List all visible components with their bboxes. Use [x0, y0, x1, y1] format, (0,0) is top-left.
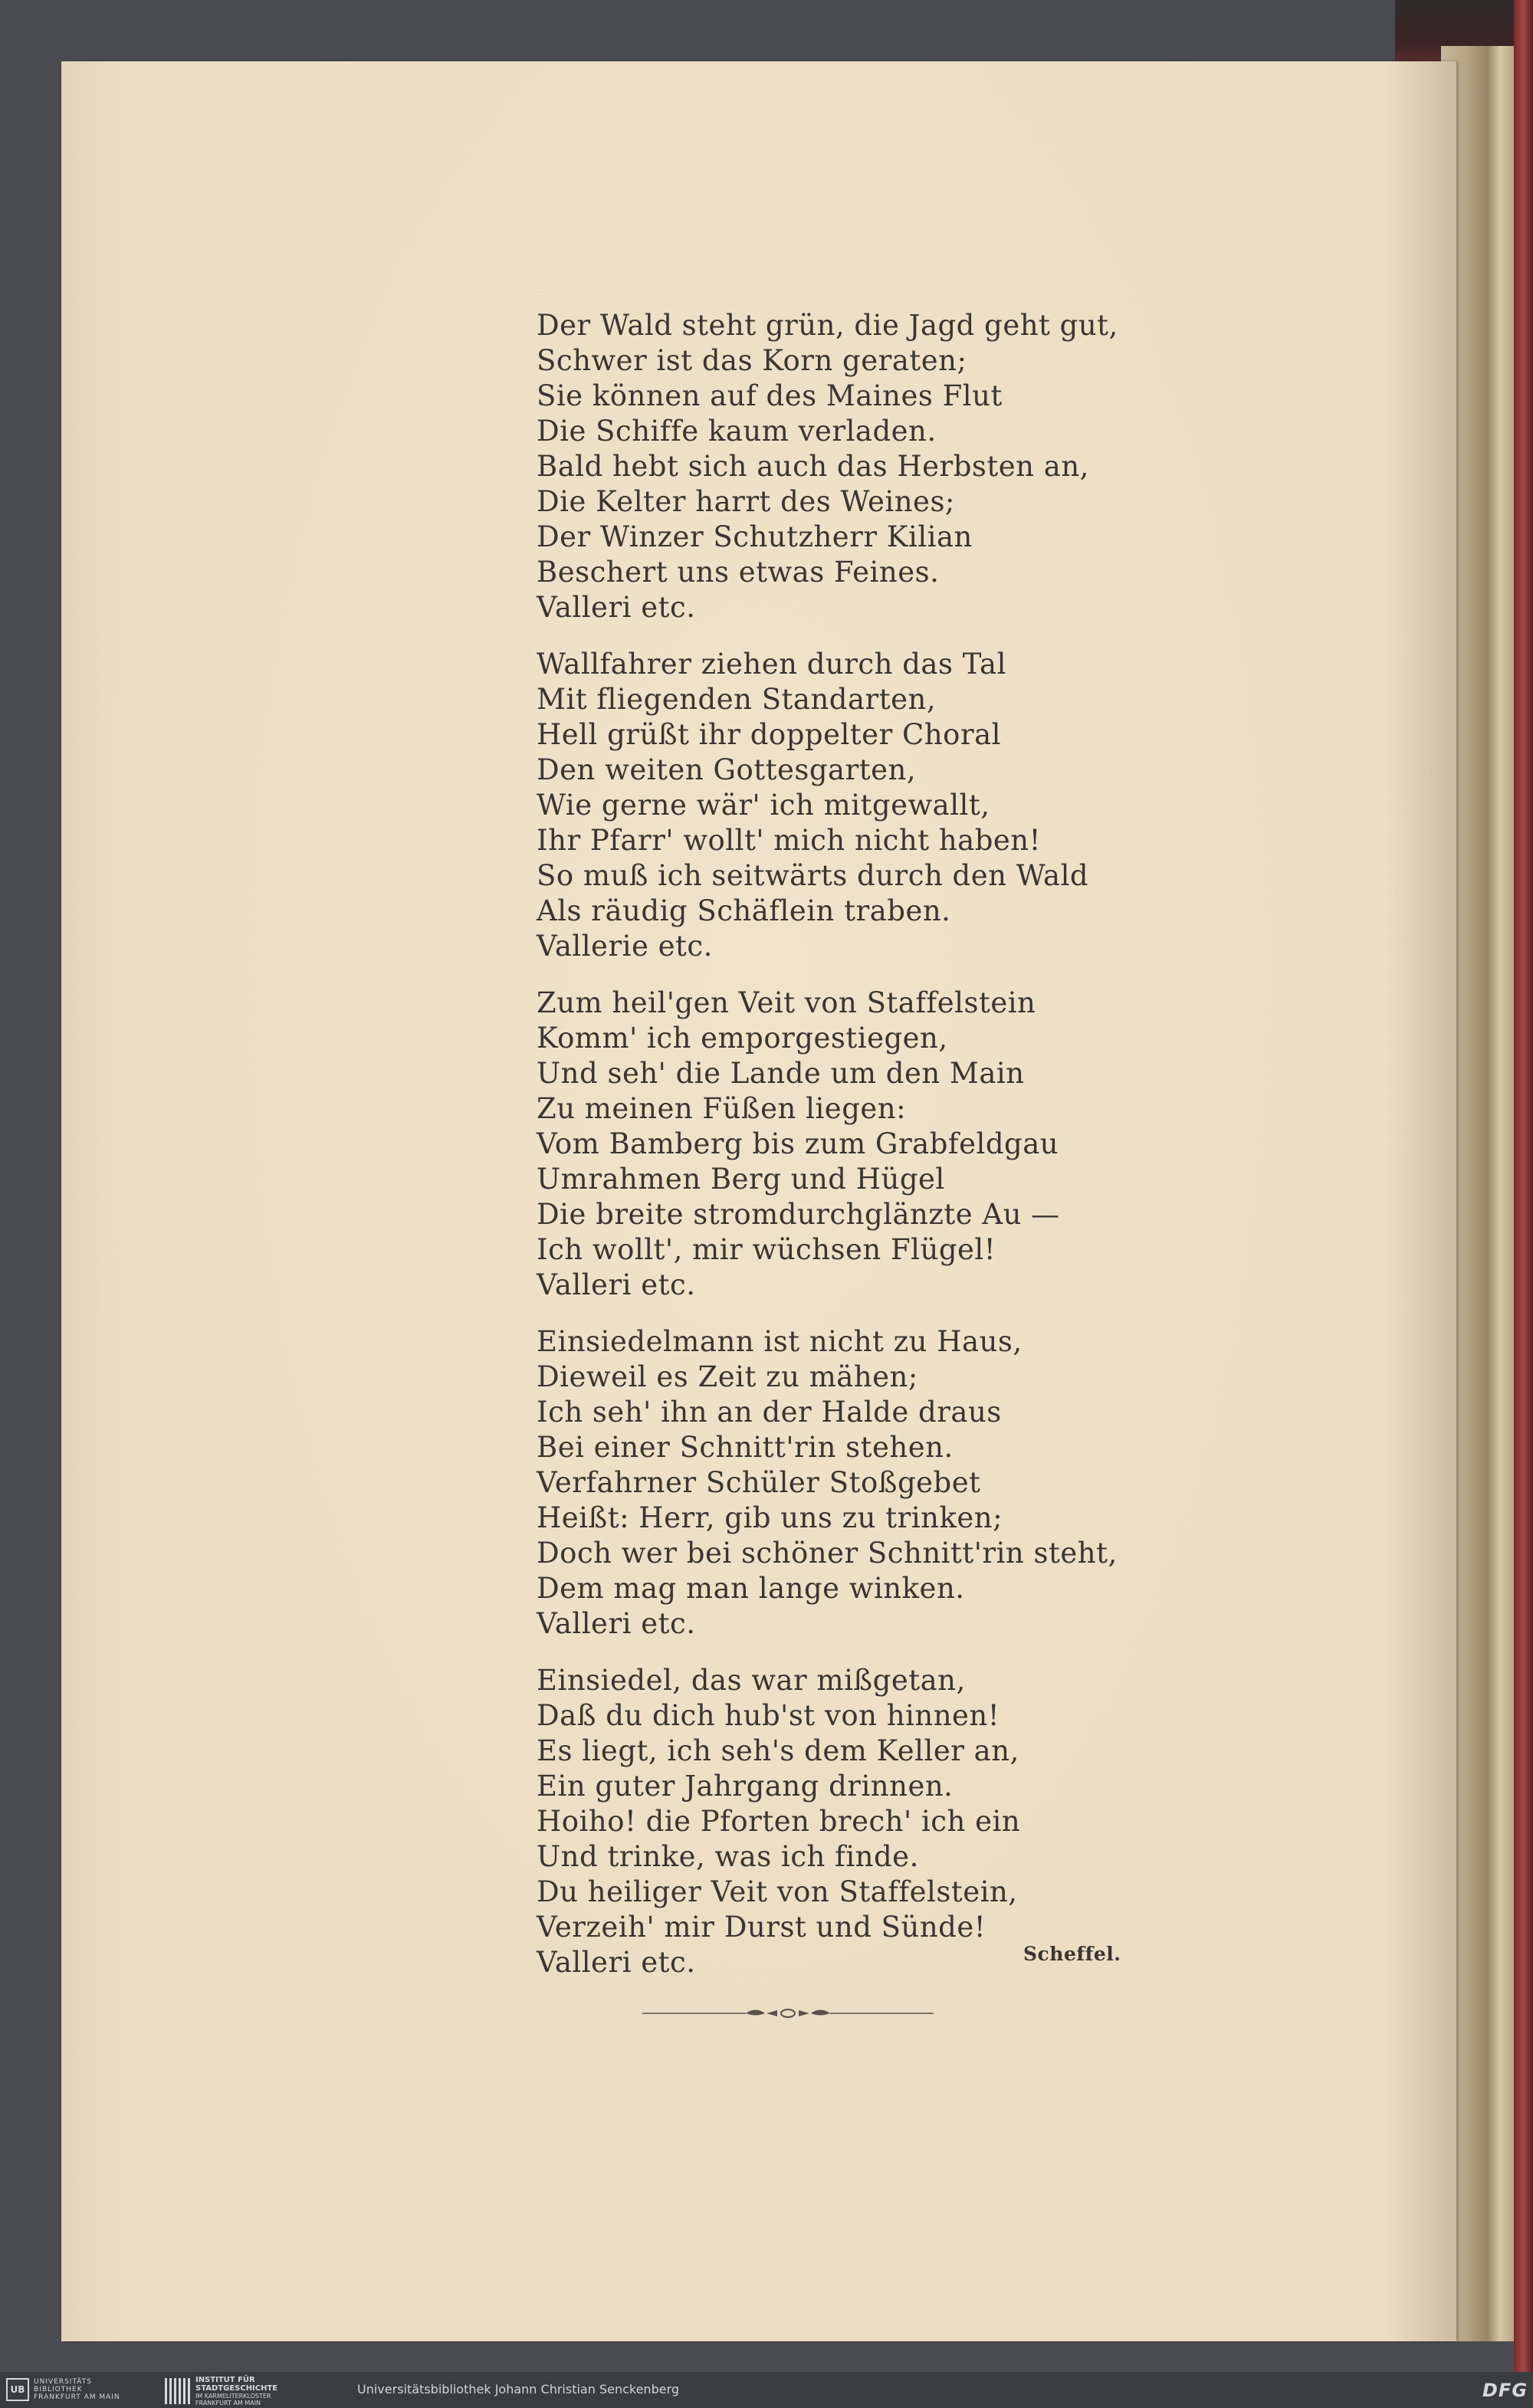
ub-logo-sub2: FRANKFURT AM MAIN — [34, 2393, 120, 2401]
poem-line: Wie gerne wär' ich mitgewallt, — [537, 789, 990, 822]
institute-line-4: FRANKFURT AM MAIN — [195, 2400, 261, 2406]
poem-line: Mit fliegenden Standarten, — [537, 683, 937, 716]
ub-logo-mark: UB — [6, 2378, 29, 2401]
poem-line: Beschert uns etwas Feines. — [537, 556, 940, 589]
poem-line: Zum heil'gen Veit von Staffelstein — [537, 986, 1036, 1019]
poem-line: Ihr Pfarr' wollt' mich nicht haben! — [537, 824, 1042, 857]
poem-line: Dem mag man lange winken. — [537, 1572, 965, 1605]
poem-line: Komm' ich emporgestiegen, — [537, 1022, 948, 1055]
poem-line: Der Winzer Schutzherr Kilian — [537, 520, 973, 553]
poem-line: Und trinke, was ich finde. — [537, 1840, 919, 1873]
stanza — [537, 647, 1196, 964]
ub-logo[interactable] — [6, 2377, 120, 2402]
stanza — [537, 1663, 1196, 1980]
poem-line: Zu meinen Füßen liegen: — [537, 1092, 907, 1125]
poem-line: Vallerie etc. — [537, 930, 713, 963]
poem-line: Schwer ist das Korn geraten; — [537, 344, 967, 377]
ub-logo-name: UNIVERSITÄTS — [34, 2378, 92, 2386]
poem-line: Es liegt, ich seh's dem Keller an, — [537, 1734, 1019, 1767]
poem-line: Sie können auf des Maines Flut — [537, 379, 1003, 412]
poem-line: Verzeih' mir Durst und Sünde! — [537, 1911, 986, 1944]
poem-line: Heißt: Herr, gib uns zu trinken; — [537, 1501, 1003, 1534]
poem-line: Doch wer bei schöner Schnitt'rin steht, — [537, 1537, 1118, 1570]
poem-author: Scheffel. — [1023, 1943, 1121, 1965]
stanza — [537, 1324, 1196, 1642]
poem-line: Wallfahrer ziehen durch das Tal — [537, 648, 1006, 681]
poem-line: So muß ich seitwärts durch den Wald — [537, 859, 1089, 892]
institute-logo-icon — [165, 2378, 191, 2404]
poem-line: Die Schiffe kaum verladen. — [537, 415, 937, 448]
poem-line: Valleri etc. — [537, 1607, 696, 1640]
poem-line: Umrahmen Berg und Hügel — [537, 1163, 945, 1196]
poem-line: Verfahrner Schüler Stoßgebet — [537, 1466, 981, 1499]
poem-line: Vom Bamberg bis zum Grabfeldgau — [537, 1127, 1059, 1160]
poem-line: Bei einer Schnitt'rin stehen. — [537, 1431, 954, 1464]
stanza — [537, 308, 1196, 625]
poem-line: Einsiedelmann ist nicht zu Haus, — [537, 1325, 1023, 1358]
poem-line: Hell grüßt ihr doppelter Choral — [537, 718, 1002, 751]
poem-line: Valleri etc. — [537, 1946, 696, 1979]
ornament-divider-icon — [642, 2002, 934, 2025]
poem-line: Die Kelter harrt des Weines; — [537, 485, 955, 518]
poem-line: Der Wald steht grün, die Jagd geht gut, — [537, 309, 1118, 342]
poem-line: Du heiliger Veit von Staffelstein, — [537, 1875, 1018, 1908]
poem-text — [537, 308, 1196, 2002]
poem-line: Und seh' die Lande um den Main — [537, 1057, 1025, 1090]
book-page — [61, 61, 1456, 2341]
poem-line: Daß du dich hub'st von hinnen! — [537, 1699, 1000, 1732]
stanza — [537, 986, 1196, 1303]
poem-line: Den weiten Gottesgarten, — [537, 753, 917, 786]
institute-line-3: IM KARMELITERKLOSTER — [195, 2393, 271, 2400]
institute-line-1: INSTITUT FÜR — [195, 2376, 255, 2384]
poem-line: Die breite stromdurchglänzte Au — — [537, 1198, 1060, 1231]
poem-line: Dieweil es Zeit zu mähen; — [537, 1360, 918, 1393]
footer-bar — [0, 2372, 1533, 2408]
poem-line: Bald hebt sich auch das Herbsten an, — [537, 450, 1089, 483]
poem-line: Ein guter Jahrgang drinnen. — [537, 1770, 954, 1803]
poem-line: Hoiho! die Pforten brech' ich ein — [537, 1805, 1021, 1838]
poem-line: Valleri etc. — [537, 1268, 696, 1301]
dfg-logo[interactable]: DFG — [1482, 2380, 1528, 2401]
book-cover-spine — [1514, 0, 1533, 2372]
ub-logo-sub1: BIBLIOTHEK — [34, 2386, 83, 2393]
poem-line: Ich wollt', mir wüchsen Flügel! — [537, 1233, 996, 1266]
institute-logo[interactable] — [165, 2376, 277, 2406]
library-name[interactable]: Universitätsbibliothek Johann Christian Senckenberg — [357, 2382, 680, 2397]
poem-line: Valleri etc. — [537, 591, 696, 624]
poem-line: Ich seh' ihn an der Halde draus — [537, 1396, 1002, 1429]
poem-line: Einsiedel, das war mißgetan, — [537, 1664, 966, 1697]
institute-line-2: STADTGESCHICHTE — [195, 2384, 278, 2393]
poem-line: Als räudig Schäflein traben. — [537, 894, 951, 927]
